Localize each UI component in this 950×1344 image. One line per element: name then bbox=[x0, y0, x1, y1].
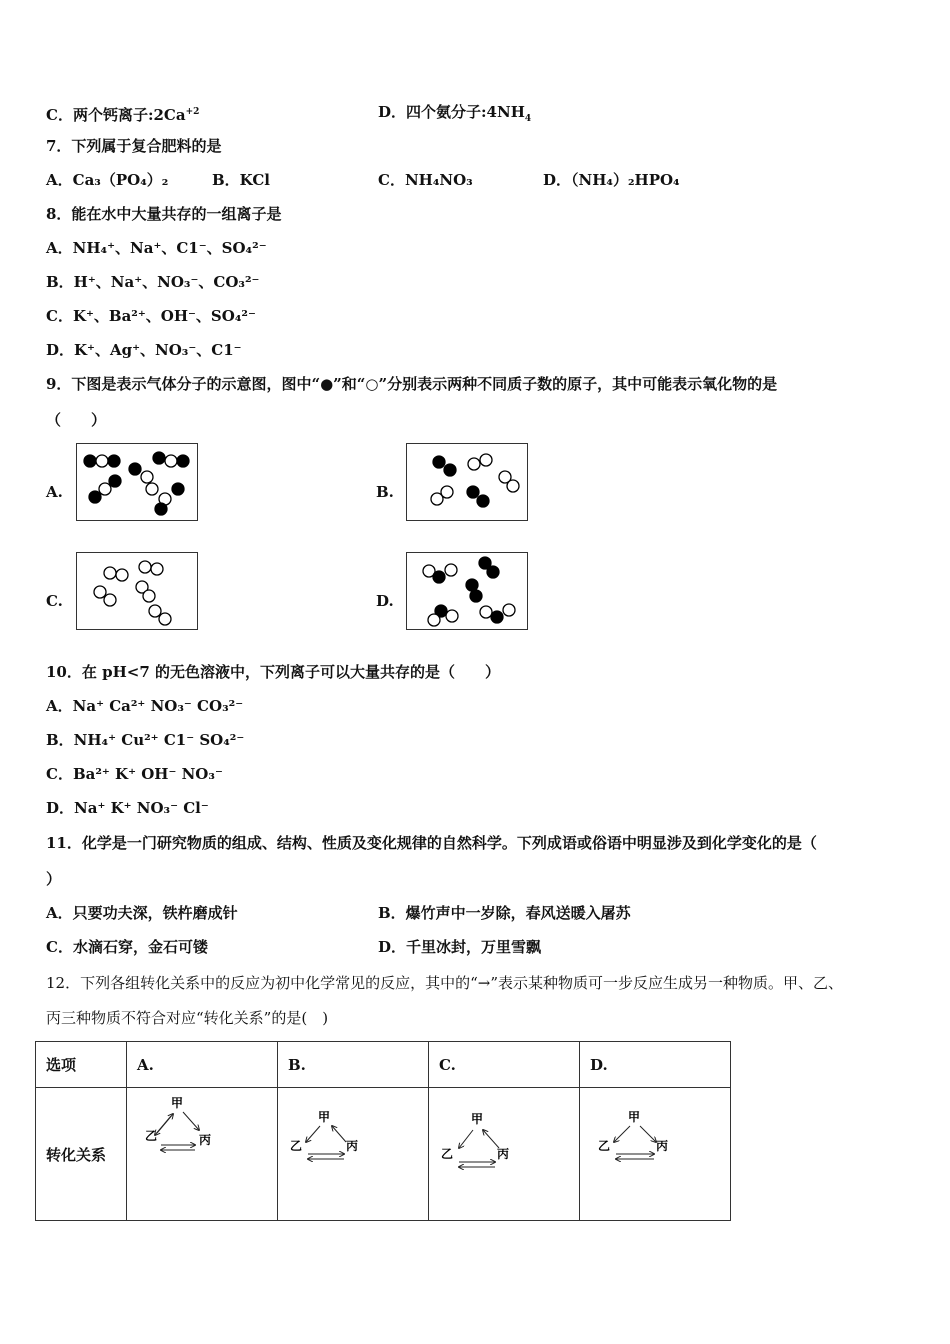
q12-table bbox=[35, 1041, 731, 1221]
node-right: 丙 bbox=[497, 1147, 510, 1161]
node-right: 丙 bbox=[346, 1139, 359, 1153]
node-top: 甲 bbox=[318, 1110, 331, 1124]
q7-option-d: D．（NH₄）₂HPO₄ bbox=[543, 171, 680, 189]
q9-molecule-diagram-d bbox=[406, 552, 528, 630]
q9-option-c-label: C. bbox=[46, 592, 63, 610]
q12-header-d: D. bbox=[580, 1042, 731, 1088]
q8-stem: 8．能在水中大量共存的一组离子是 bbox=[46, 205, 282, 223]
q12-header-c: C. bbox=[429, 1042, 580, 1088]
q12-diagram-a bbox=[127, 1088, 278, 1221]
node-top: 甲 bbox=[628, 1110, 641, 1124]
q9-molecule-diagram-c bbox=[76, 552, 198, 630]
q9-option-a-label: A. bbox=[46, 483, 63, 501]
q10-option-b: B．NH₄⁺ Cu²⁺ C1⁻ SO₄²⁻ bbox=[46, 731, 245, 749]
q7-stem: 7．下列属于复合肥料的是 bbox=[46, 137, 222, 155]
q9-molecule-diagram-a bbox=[76, 443, 198, 521]
node-right: 丙 bbox=[199, 1133, 212, 1147]
q8-option-d: D．K⁺、Ag⁺、NO₃⁻、C1⁻ bbox=[46, 341, 242, 359]
q9-stem: 9．下图是表示气体分子的示意图，图中“●”和“○”分别表示两种不同质子数的原子，其中可能表示氧化物的是 bbox=[46, 375, 778, 393]
q11-option-c: C．水滴石穿，金石可镂 bbox=[46, 938, 208, 956]
node-top: 甲 bbox=[471, 1112, 484, 1126]
q8-option-c: C．K⁺、Ba²⁺、OH⁻、SO₄²⁻ bbox=[46, 307, 256, 325]
q12-header-option: 选项 bbox=[36, 1042, 127, 1088]
node-left: 乙 bbox=[441, 1147, 454, 1161]
q6-option-d: D．四个氨分子$:4NH_4$ bbox=[378, 103, 532, 124]
q9-option-d-label: D. bbox=[376, 592, 394, 610]
q9-molecule-diagram-b bbox=[406, 443, 528, 521]
q10-option-a: A．Na⁺ Ca²⁺ NO₃⁻ CO₃²⁻ bbox=[46, 697, 244, 715]
q11-option-d: D．千里冰封，万里雪飘 bbox=[378, 938, 542, 956]
q8-option-b: B．H⁺、Na⁺、NO₃⁻、CO₃²⁻ bbox=[46, 273, 260, 291]
q11-stem: 11．化学是一门研究物质的组成、结构、性质及变化规律的自然科学。下列成语或俗语中明显涉及到化学变化的是（ bbox=[46, 834, 817, 852]
q12-diagram-b bbox=[278, 1088, 429, 1221]
q9-paren: （ ） bbox=[46, 411, 107, 429]
node-left: 乙 bbox=[598, 1139, 611, 1153]
q7-option-a: A．Ca₃（PO₄）₂ bbox=[46, 171, 169, 189]
q10-stem: 10．在 pH<7 的无色溶液中，下列离子可以大量共存的是（ ） bbox=[46, 663, 500, 681]
q12-diagram-c bbox=[429, 1088, 580, 1221]
node-top: 甲 bbox=[171, 1096, 184, 1110]
q12-header-a: A. bbox=[127, 1042, 278, 1088]
node-left: 乙 bbox=[145, 1129, 158, 1143]
q10-option-d: D．Na⁺ K⁺ NO₃⁻ Cl⁻ bbox=[46, 799, 209, 817]
q8-option-a: A．NH₄⁺、Na⁺、C1⁻、SO₄²⁻ bbox=[46, 239, 267, 257]
q12-header-b: B. bbox=[278, 1042, 429, 1088]
q12-row-label: 转化关系 bbox=[36, 1088, 127, 1221]
q12-stem: 12．下列各组转化关系中的反应为初中化学常见的反应，其中的“→”表示某种物质可一步反应生成另一种物质。甲、乙、 bbox=[46, 974, 843, 992]
q9-option-b-label: B. bbox=[376, 483, 394, 501]
q12-stem-end: 丙三种物质不符合对应“转化关系”的是( ) bbox=[46, 1009, 329, 1027]
q11-option-b: B．爆竹声中一岁除，春风送暖入屠苏 bbox=[378, 904, 631, 922]
q7-option-c: C．NH₄NO₃ bbox=[378, 171, 473, 189]
q12-diagram-d bbox=[580, 1088, 731, 1221]
q7-option-b: B．KCl bbox=[212, 171, 270, 189]
node-left: 乙 bbox=[290, 1139, 303, 1153]
q10-option-c: C．Ba²⁺ K⁺ OH⁻ NO₃⁻ bbox=[46, 765, 223, 783]
node-right: 丙 bbox=[656, 1139, 669, 1153]
q11-option-a: A．只要功夫深，铁杵磨成针 bbox=[46, 904, 238, 922]
q11-stem-end: ） bbox=[46, 870, 62, 888]
q6-option-c: C．两个钙离子$:2Ca^{+2}$ bbox=[46, 106, 200, 124]
